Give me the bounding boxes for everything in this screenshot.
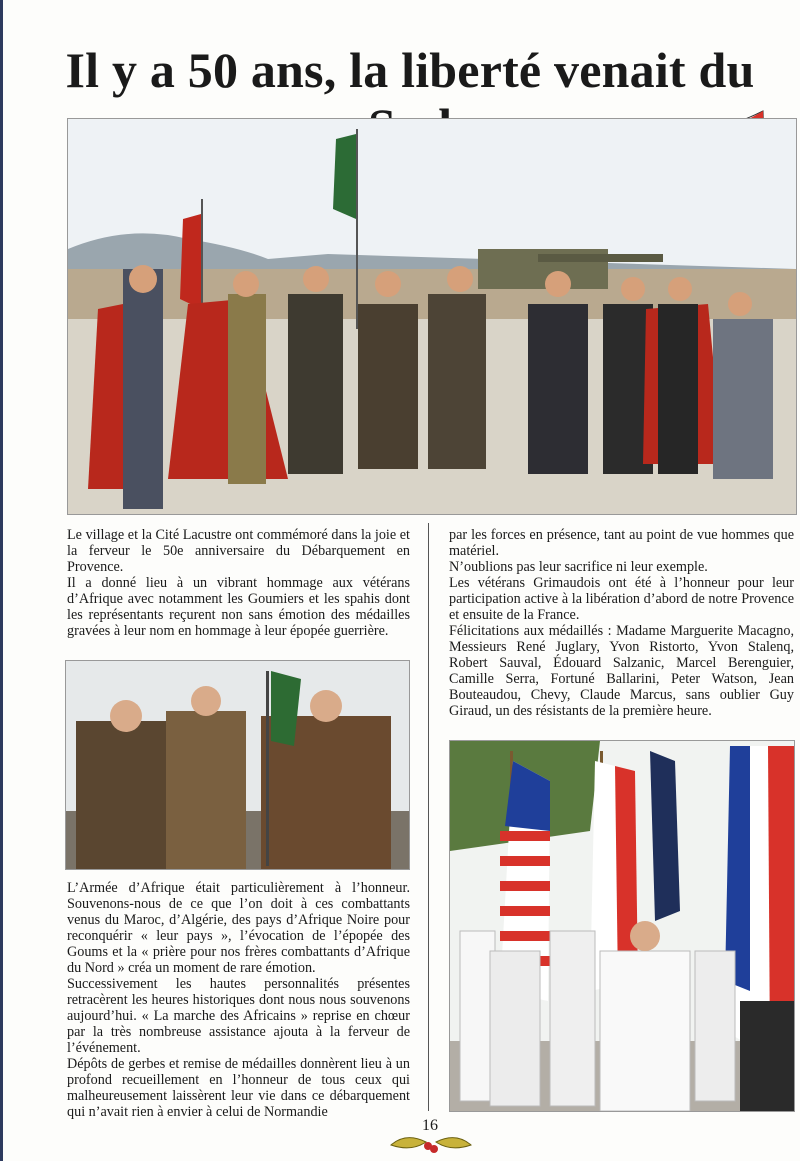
paragraph: Les vétérans Grimaudois ont été à l’honneur pour leur participation active à la libération d’abord de notre Provence et ensuite de la France. <box>449 575 794 623</box>
article-column-left-bottom <box>67 880 410 1120</box>
page-title: Il y a 50 ans, la liberté venait du <box>65 42 755 98</box>
paragraph: Le village et la Cité Lacustre ont commémoré dans la joie et la ferveur le 50e anniversaire du Débarquement en Provence. <box>67 527 410 575</box>
paragraph: Successivement les hautes personnalités présentes retracèrent les heures historiques dont nous nous souvenons aujourd’hui. « La marche des Africains » reprise en chœur par la très nombreuse assistance ajouta à la ferveur de l’événement. <box>67 976 410 1056</box>
paragraph: N’oublions pas leur sacrifice ni leur exemple. <box>449 559 708 575</box>
page-binding-edge <box>0 0 3 1161</box>
article-column-right <box>449 527 794 719</box>
article-column-left-top <box>67 527 410 639</box>
paragraph: L’Armée d’Afrique était particulièrement à l’honneur. Souvenons-nous de ce que l’on doit à ces combattants venus du Maroc, d’Algérie, des pays d’Afrique Noire pour reconquérir « leur pays », l’évocation de l’épopée des Goums et la « prière pour nos frères combattants d’Afrique du Nord » créa un moment de rare émotion. <box>67 880 410 976</box>
paragraph: Félicitations aux médaillés : Madame Marguerite Macagno, Messieurs René Juglary, Yvon Ristorto, Yvon Stalenq, Robert Sauval, Édouard Salzanic, Marcel Berenguier, Camille Serra, Fortuné Ballarini, Peter Watson, Jean Bouteaudou, Chevy, Claude Marcus, sans oublier Guy Giraud, un des résistants de la première heure. <box>449 623 794 719</box>
page-number: 16 <box>422 1117 438 1134</box>
paragraph: par les forces en présence, tant au point de vue hommes que matériel. <box>449 527 794 559</box>
photo-goumiers <box>65 660 410 870</box>
paragraph: Il a donné lieu à un vibrant hommage aux vétérans d’Afrique avec notamment les Goumiers et les spahis dont les représentants reçurent non sans émotion des médailles gravées à leur nom en hommage à leur épopée guerrière. <box>67 575 410 639</box>
column-divider <box>428 523 429 1111</box>
photo-colour-guard <box>449 740 795 1112</box>
paragraph: Dépôts de gerbes et remise de médailles donnèrent lieu à un profond recueillement en l’honneur de tous ceux qui malheureusement laissèrent leur vie dans ce débarquement qui n’avait rien à envier à celui de Normandie <box>67 1056 410 1120</box>
holly-ornament-icon <box>386 1130 476 1160</box>
photo-veterans-lineup <box>67 118 797 515</box>
